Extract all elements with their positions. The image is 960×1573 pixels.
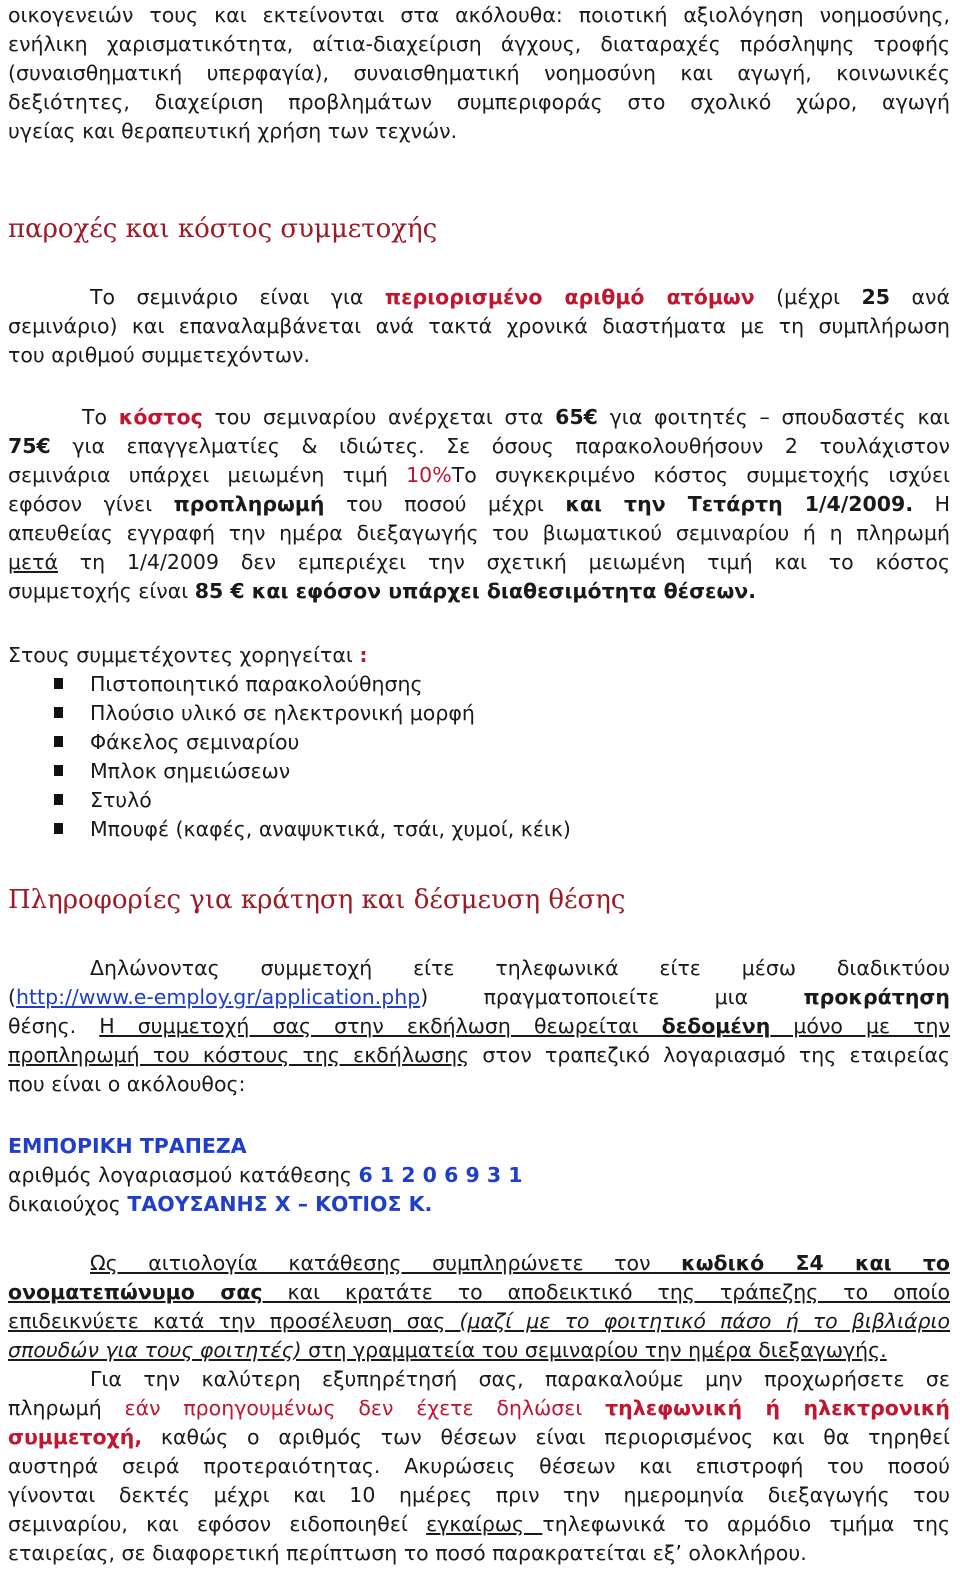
intro-line: ενήλικη χαρισματικότητα, αίτια-διαχείριση άγχους, διαταραχές πρόσληψης τροφής [8, 32, 950, 56]
square-bullet-icon [54, 765, 63, 776]
list-item: Μπουφέ (καφές, αναψυκτικά, τσάι, χυμοί, κέικ) [8, 815, 950, 844]
list-item: Στυλό [8, 786, 950, 815]
timely-word: εγκαίρως [426, 1512, 543, 1536]
provided-items-list [8, 670, 950, 844]
cost-word: κόστος [118, 405, 203, 429]
reservation-word: προκράτηση [803, 985, 950, 1009]
bank-details: ΕΜΠΟΡΙΚΗ ΤΡΑΠΕΖΑ αριθμός λογαριασμού κατάθεσης 6 1 2 0 6 9 3 1 δικαιούχος ΤΑΟΥΣΑΝΗΣ Χ – ΚΟΤΙΟΣ Κ. [8, 1132, 950, 1219]
square-bullet-icon [54, 794, 63, 805]
student-price: 65€ [555, 405, 598, 429]
account-number: 6 1 2 0 6 9 3 1 [358, 1163, 523, 1187]
list-item: Φάκελος σεμιναρίου [8, 728, 950, 757]
section-heading-reservation: Πληροφορίες για κράτηση και δέσμευση θέσης [8, 885, 626, 915]
application-link[interactable]: http://www.e-employ.gr/application.php [16, 985, 421, 1009]
provided-items-section: Στους συμμετέχοντες χορηγείται : Πιστοποιητικό παρακολούθησης Πλούσιο υλικό σε ηλεκτρονική μορφή Φάκελος σεμιναρίου Μπλοκ σημειώσεων Στυλό Μπουφέ (καφές, αναψυκτικά, τσάι, χυμοί, κέικ) [8, 641, 950, 844]
list-item: Πιστοποιητικό παρακολούθησης [8, 670, 950, 699]
intro-line: δεξιότητες, διαχείριση προβλημάτων συμπεριφοράς στο σχολικό χώρο, αγωγή [8, 90, 950, 114]
late-price: 85 € και εφόσον υπάρχει διαθεσιμότητα θέσεων [194, 579, 749, 603]
square-bullet-icon [54, 736, 63, 747]
deposit-instructions-paragraph: Ως αιτιολογία κατάθεσης συμπληρώνετε τον κωδικό Σ4 και το ονοματεπώνυμο σας και κρατάτε το αποδεικτικό της τράπεζης το οποίο επιδεικνύετε κατά την προσέλευση σας (μαζί με το φοιτητικό πάσο ή το βιβλιάριο σπουδών για τους φοιτητές) στη γραμματεία του σεμιναρίου την ημέρα διεξαγωγής. [8, 1251, 951, 1362]
discount-percent: 10% [406, 463, 452, 487]
intro-line: υγείας και θεραπευτική χρήση των τεχνών. [8, 119, 458, 143]
cancellation-paragraph: Για την καλύτερη εξυπηρέτησή σας, παρακαλούμε μην προχωρήσετε σε πληρωμή εάν προηγουμένως δεν έχετε δηλώσει τηλεφωνική ή ηλεκτρονική συμμετοχή, καθώς ο αριθμός των θέσεων είναι περιορισμένος και θα τηρηθεί αυστηρά σειρά προτεραιότητας. Ακυρώσεις θέσεων και επιστροφή του ποσού γίνονται δεκτές μέχρι και 10 ημέρες πριν την ημερομηνία διεξαγωγής του σεμιναρίου, και εφόσον ειδοποιηθεί εγκαίρως τηλεφωνικά το αρμόδιο τμήμα της εταιρείας, σε διαφορετική περίπτωση το ποσό παρακρατείται εξ’ ολοκλήρου. [8, 1367, 951, 1565]
square-bullet-icon [54, 707, 63, 718]
intro-line: (συναισθηματική υπερφαγία), συναισθηματική νοημοσύνη και αγωγή, κοινωνικές [8, 61, 950, 85]
max-participants: 25 [861, 285, 891, 309]
reservation-paragraph: Δηλώνοντας συμμετοχή είτε τηλεφωνικά είτε μέσω διαδικτύου (http://www.e-employ.gr/application.php) πραγματοποιείτε μια προκράτηση θέσης. Η συμμετοχή σας στην εκδήλωση θεωρείται δεδομένη μόνο με την προπληρωμή του κόστους της εκδήλωσης στον τραπεζικό λογαριασμό της εταιρείας που είναι ο ακόλουθος: [8, 956, 950, 1096]
list-item: Μπλοκ σημειώσεων [8, 757, 950, 786]
professional-price: 75€ [8, 434, 51, 458]
cost-paragraph: Το κόστος του σεμιναρίου ανέρχεται στα 65€ για φοιτητές – σπουδαστές και 75€ για επαγγελματίες & ιδιώτες. Σε όσους παρακολουθήσουν 2 τουλάχιστον σεμινάρια υπάρχει μειωμένη τιμή 10%Το συγκεκριμένο κόστος συμμετοχής ισχύει εφόσον γίνει προπληρωμή του ποσού μέχρι και την Τετάρτη 1/4/2009. Η απευθείας εγγραφή την ημέρα διεξαγωγής του βιωματικού σεμιναρίου ή η πληρωμή μετά τη 1/4/2009 δεν εμπεριέχει την σχετική μειωμένη τιμή και το κόστος συμμετοχής είναι 85 € και εφόσον υπάρχει διαθεσιμότητα θέσεων. [8, 405, 951, 603]
section-heading-costs: παροχές και κόστος συμμετοχής [8, 214, 438, 244]
prepayment-word: προπληρωμή [173, 492, 325, 516]
given-word: δεδομένη [661, 1014, 771, 1038]
square-bullet-icon [54, 823, 63, 834]
bank-name: ΕΜΠΟΡΙΚΗ ΤΡΑΠΕΖΑ [8, 1134, 247, 1158]
provided-intro: Στους συμμετέχοντες χορηγείται [8, 643, 360, 667]
seminar-capacity-paragraph: Το σεμινάριο είναι για περιορισμένο αριθμό ατόμων (μέχρι 25 ανά σεμινάριο) και επαναλαμβάνεται ανά τακτά χρονικά διαστήματα με τη συμπλήρωση του αριθμού συμμετεχόντων. [8, 285, 950, 367]
list-item: Πλούσιο υλικό σε ηλεκτρονική μορφή [8, 699, 950, 728]
limited-seats-highlight: περιορισμένο αριθμό ατόμων [384, 285, 755, 309]
deposit-code: κωδικό Σ4 και το [681, 1251, 950, 1275]
after-word: μετά [8, 550, 58, 574]
square-bullet-icon [54, 678, 63, 689]
intro-paragraph [8, 1, 950, 146]
account-holder: ΤΑΟΥΣΑΝΗΣ Χ – ΚΟΤΙΟΣ Κ. [127, 1192, 433, 1216]
intro-line: οικογενειών τους και εκτείνονται στα ακόλουθα: ποιοτική αξιολόγηση νοημοσύνης, [8, 3, 950, 27]
prepayment-deadline: και την Τετάρτη 1/4/2009. [565, 492, 914, 516]
